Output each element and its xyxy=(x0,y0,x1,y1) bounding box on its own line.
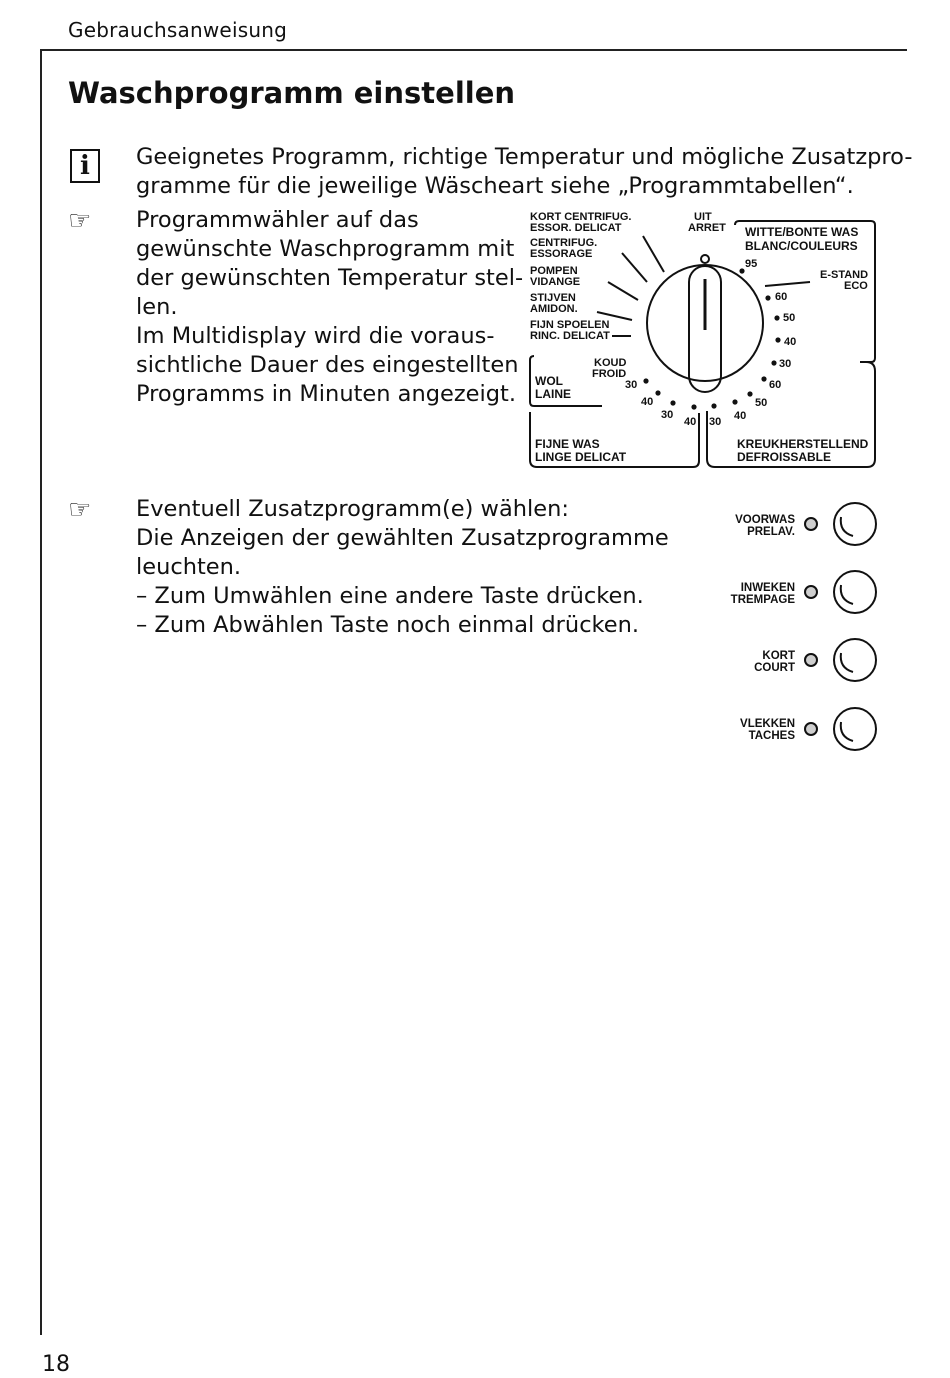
margin-rule xyxy=(40,49,42,1335)
text-line: Programms in Minuten angezeigt. xyxy=(136,381,516,407)
leader-line xyxy=(608,282,638,300)
temperature-label: 60 xyxy=(769,379,782,391)
running-header: Gebrauchsanweisung xyxy=(68,18,287,42)
dial-label: AMIDON. xyxy=(530,303,578,315)
text-line: – Zum Umwählen eine andere Taste drücken. xyxy=(136,583,644,609)
text-line: len. xyxy=(136,294,178,320)
eco-label: ECO xyxy=(844,280,868,292)
program-dial-illustration xyxy=(525,205,885,475)
text-line: leuchten. xyxy=(136,554,242,580)
cold-label: FROID xyxy=(592,368,627,380)
step2-paragraph xyxy=(136,495,669,640)
dial-label: VIDANGE xyxy=(530,276,581,288)
option-label: KORT xyxy=(762,650,795,662)
easy-care-label: DEFROISSABLE xyxy=(737,450,832,464)
step1-paragraph xyxy=(136,206,523,409)
temperature-label: 60 xyxy=(775,291,788,303)
dial-label: RINC. DELICAT xyxy=(530,330,610,342)
text-line: Eventuell Zusatzprogramm(e) wählen: xyxy=(136,496,569,522)
dial-label: FIJN SPOELEN xyxy=(530,319,610,331)
indicator-light xyxy=(805,518,817,530)
temperature-label: 40 xyxy=(734,410,747,422)
dial-label: KORT CENTRIFUG. xyxy=(530,211,632,223)
text-line: Die Anzeigen der gewählten Zusatzprogramme xyxy=(136,525,669,551)
easy-care-label: KREUKHERSTELLEND xyxy=(737,437,869,451)
white-colored-label: WITTE/BONTE WAS xyxy=(745,225,859,239)
leader-line xyxy=(622,253,647,282)
option-label: PRELAV. xyxy=(747,526,795,538)
temperature-label: 30 xyxy=(625,379,638,391)
temperature-label: 40 xyxy=(684,416,697,428)
eco-label: E-STAND xyxy=(820,269,869,281)
dial-label: ESSORAGE xyxy=(530,248,593,260)
section-title: Waschprogramm einstellen xyxy=(68,76,516,110)
temperature-label: 50 xyxy=(755,397,768,409)
leader-line xyxy=(643,236,664,272)
temperature-label: 95 xyxy=(745,258,758,270)
temperature-label: 50 xyxy=(783,312,796,324)
option-label: VOORWAS xyxy=(735,514,795,526)
temperature-label: 30 xyxy=(779,358,792,370)
dial-label: CENTRIFUG. xyxy=(530,237,598,249)
text-line: Geeignetes Programm, richtige Temperatur und mögliche Zusatzpro- xyxy=(136,144,913,170)
text-line: gewünschte Waschprogramm mit xyxy=(136,236,515,262)
temperature-label: 30 xyxy=(709,416,722,428)
dial-label: ESSOR. DELICAT xyxy=(530,222,622,234)
pointing-hand-icon: ☞ xyxy=(68,206,92,236)
option-label: VLEKKEN xyxy=(740,718,795,730)
temperature-label: 40 xyxy=(784,336,797,348)
indicator-light xyxy=(805,586,817,598)
option-label: INWEKEN xyxy=(740,582,795,594)
white-colored-label: BLANC/COULEURS xyxy=(745,239,858,253)
wool-label: LAINE xyxy=(535,387,571,401)
off-label: UIT xyxy=(694,211,712,223)
cold-label: KOUD xyxy=(594,357,627,369)
text-line: Programmwähler auf das xyxy=(136,207,419,233)
off-label: ARRET xyxy=(688,222,726,234)
option-label: TACHES xyxy=(748,730,795,742)
option-buttons-illustration xyxy=(700,495,885,760)
delicates-label: LINGE DELICAT xyxy=(535,450,627,464)
indicator-light xyxy=(805,654,817,666)
option-label: COURT xyxy=(754,662,795,674)
indicator-light xyxy=(805,723,817,735)
text-line: der gewünschten Temperatur stel- xyxy=(136,265,524,291)
text-line: sichtliche Dauer des eingestellten xyxy=(136,352,519,378)
text-line: gramme für die jeweilige Wäscheart siehe „Programmtabellen“. xyxy=(136,173,854,199)
text-line: Im Multidisplay wird die voraus- xyxy=(136,323,495,349)
info-icon: i xyxy=(70,149,100,183)
wool-label: WOL xyxy=(535,374,563,388)
info-paragraph xyxy=(136,143,912,201)
dial-label: STIJVEN xyxy=(530,292,576,304)
text-line: – Zum Abwählen Taste noch einmal drücken. xyxy=(136,612,640,638)
delicates-label: FIJNE WAS xyxy=(535,437,600,451)
off-position-marker xyxy=(701,255,709,263)
dial-label: POMPEN xyxy=(530,265,578,277)
temperature-label: 30 xyxy=(661,409,674,421)
header-rule xyxy=(40,49,907,51)
page-number: 18 xyxy=(42,1352,70,1377)
leader-line xyxy=(765,282,810,286)
option-label: TREMPAGE xyxy=(730,594,795,606)
temperature-label: 40 xyxy=(641,396,654,408)
pointing-hand-icon: ☞ xyxy=(68,495,92,525)
